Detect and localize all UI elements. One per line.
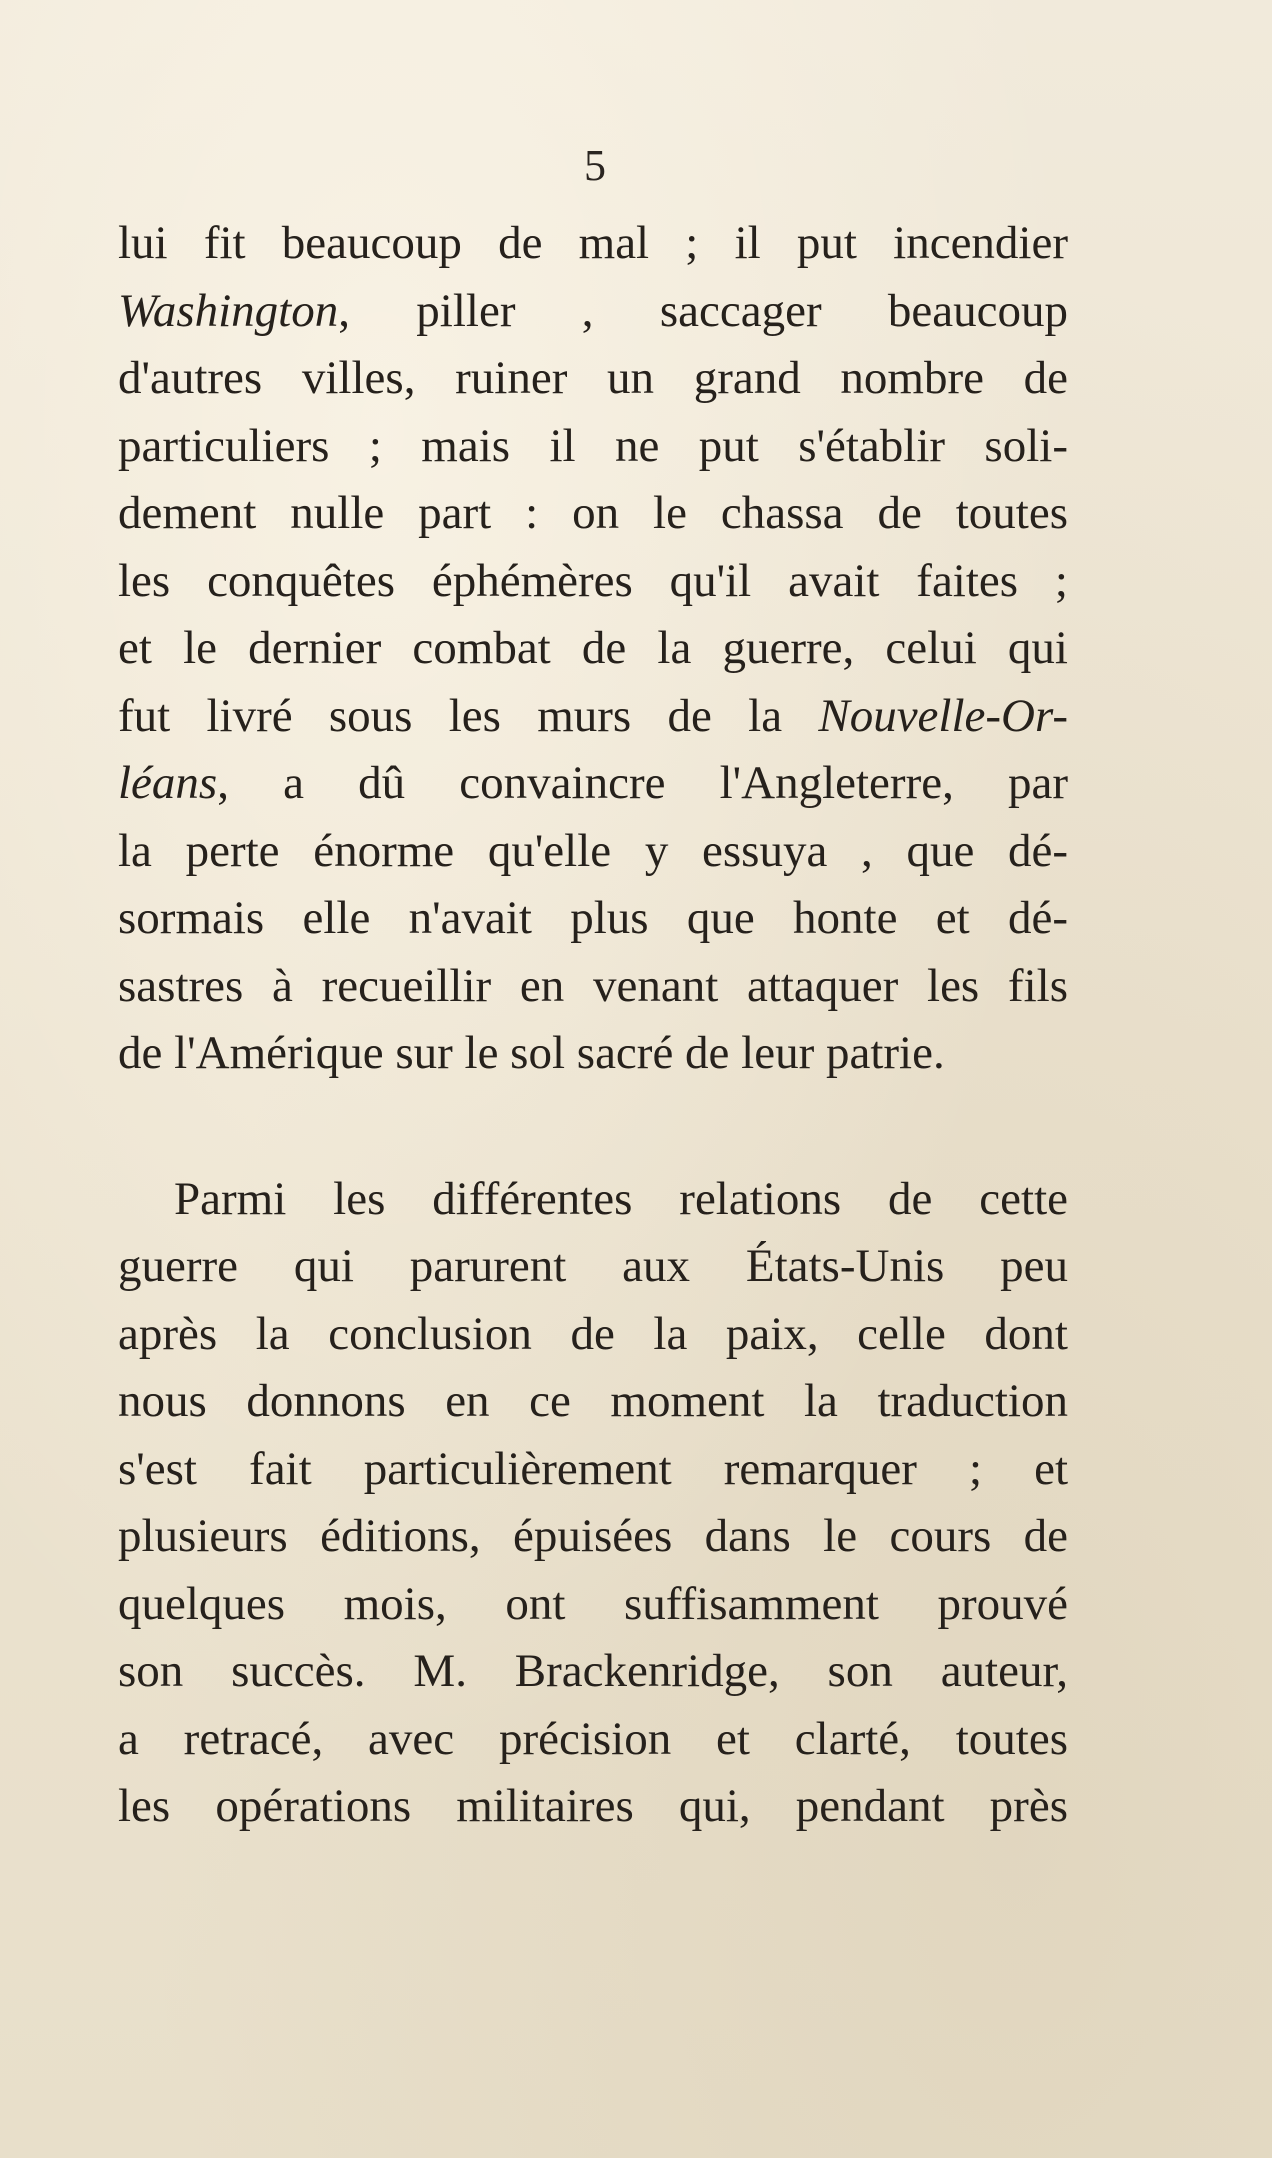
text-line: [118, 278, 1068, 346]
text-line: plusieurs éditions, épuisées dans le cours de: [118, 1510, 1068, 1562]
text-line: [118, 750, 1068, 818]
text-line: quelques mois, ont suffisamment prouvé: [118, 1577, 1068, 1630]
italic-place-name: léans: [118, 757, 218, 809]
text-span: fut livré sous les murs de la: [118, 689, 783, 742]
text-line: Parmi les différentes relations de cette: [174, 1172, 1068, 1225]
text-line: de l'Amérique sur le sol sacré de leur patrie.: [118, 1027, 945, 1079]
text-line: les conquêtes éphémères qu'il avait faites ;: [118, 554, 1068, 607]
text-line: et le dernier combat de la guerre, celui qui: [118, 622, 1068, 674]
text-line: guerre qui parurent aux États-Unis peu: [118, 1240, 1068, 1292]
text-line: nous donnons en ce moment la traduction: [118, 1375, 1068, 1427]
text-line: sormais elle n'avait plus que honte et dé-: [118, 892, 1068, 944]
body-text: [118, 210, 1068, 1841]
text-line: particuliers ; mais il ne put s'établir soli-: [118, 419, 1068, 472]
text-span: , piller , saccager beaucoup: [338, 284, 1068, 337]
text-span: , a dû convaincre l'Angleterre, par: [217, 757, 1068, 809]
italic-place-name: Washington: [118, 284, 339, 337]
text-line: son succès. M. Brackenridge, son auteur,: [118, 1645, 1068, 1697]
text-line: dement nulle part : on le chassa de toutes: [118, 487, 1068, 539]
text-line: s'est fait particulièrement remarquer ; et: [118, 1442, 1068, 1495]
text-line: sastres à recueillir en venant attaquer les fils: [118, 959, 1068, 1012]
text-line: lui fit beaucoup de mal ; il put incendier: [118, 217, 1068, 269]
text-line: les opérations militaires qui, pendant près: [118, 1780, 1068, 1832]
page-number: 5: [584, 141, 606, 190]
text-line: [118, 683, 1068, 751]
text-line: après la conclusion de la paix, celle dont: [118, 1307, 1068, 1360]
paragraph-1: [118, 210, 1068, 1088]
italic-place-name: Nouvelle-Or-: [818, 689, 1068, 742]
paragraph-2: [118, 1166, 1068, 1841]
text-line: la perte énorme qu'elle y essuya , que dé-: [118, 824, 1068, 877]
text-line: a retracé, avec précision et clarté, toutes: [118, 1712, 1068, 1765]
text-line: d'autres villes, ruiner un grand nombre de: [118, 352, 1068, 404]
